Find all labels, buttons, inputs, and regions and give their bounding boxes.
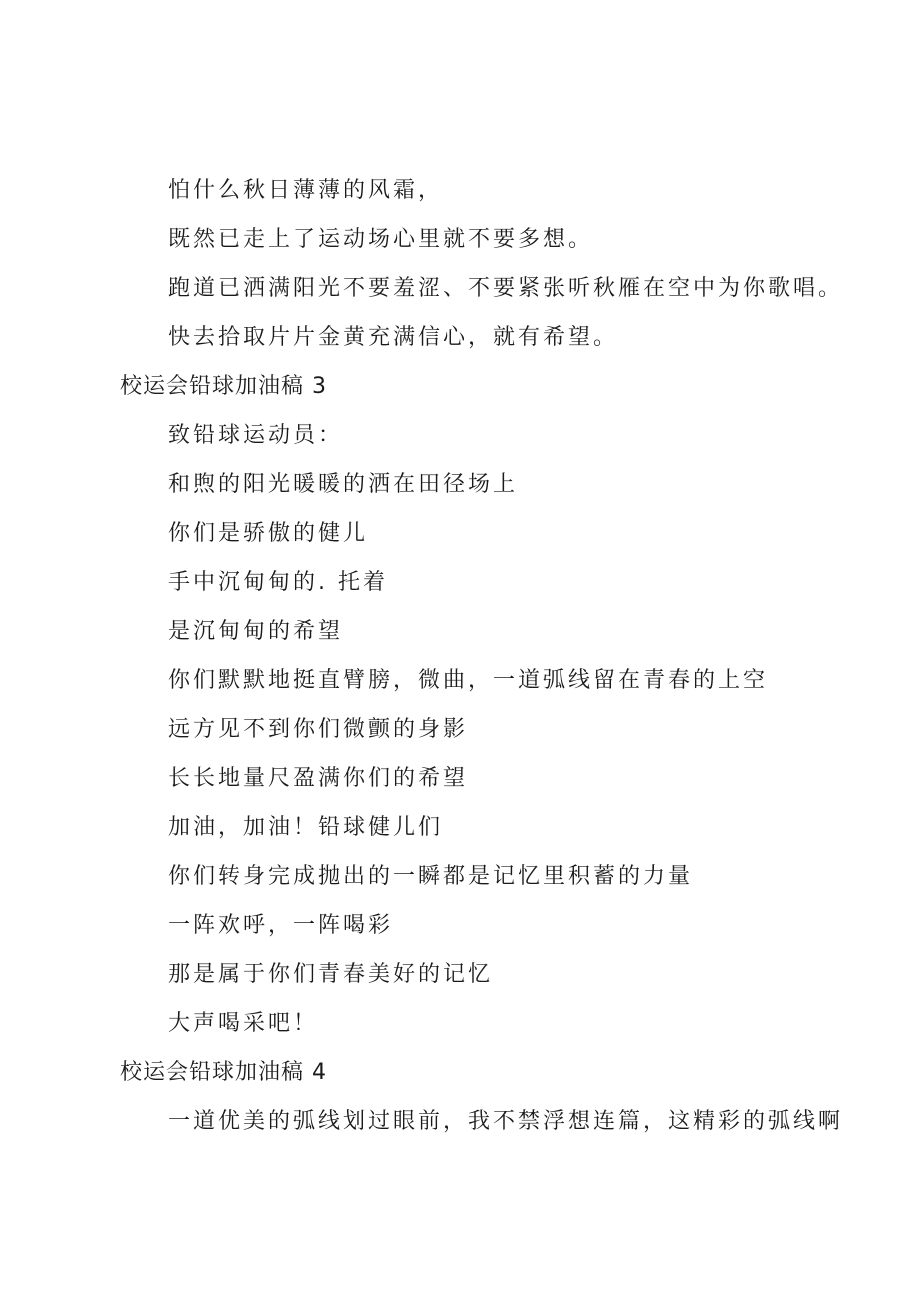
poem-line: 加油，加油！铅球健儿们: [168, 815, 444, 840]
section-heading: 校运会铅球加油稿 4: [120, 1060, 327, 1085]
poem-line: 长长地量尺盈满你们的希望: [168, 766, 469, 791]
poem-line: 和煦的阳光暖暖的洒在田径场上: [168, 472, 519, 497]
poem-line: 跑道已洒满阳光不要羞涩、不要紧张听秋雁在空中为你歌唱。: [168, 276, 844, 301]
poem-line: 怕什么秋日薄薄的风霜，: [168, 178, 444, 203]
poem-line: 那是属于你们青春美好的记忆: [168, 962, 494, 987]
salutation: 致铅球运动员：: [168, 423, 344, 448]
poem-line: 大声喝采吧！: [168, 1011, 319, 1036]
poem-line: 你们转身完成抛出的一瞬都是记忆里积蓄的力量: [168, 864, 694, 889]
poem-line: 一阵欢呼，一阵喝彩: [168, 913, 394, 938]
poem-line: 你们默默地挺直臂膀，微曲，一道弧线留在青春的上空: [168, 668, 769, 693]
poem-line: 既然已走上了运动场心里就不要多想。: [168, 227, 594, 252]
poem-line: 手中沉甸甸的. 托着: [168, 570, 388, 595]
poem-line: 快去拾取片片金黄充满信心，就有希望。: [168, 325, 619, 350]
section-heading: 校运会铅球加油稿 3: [120, 374, 327, 399]
paragraph-line: 一道优美的弧线划过眼前，我不禁浮想连篇，这精彩的弧线啊: [168, 1109, 844, 1134]
poem-line: 你们是骄傲的健儿: [168, 521, 369, 546]
poem-line: 远方见不到你们微颤的身影: [168, 717, 469, 742]
poem-line: 是沉甸甸的希望: [168, 619, 344, 644]
